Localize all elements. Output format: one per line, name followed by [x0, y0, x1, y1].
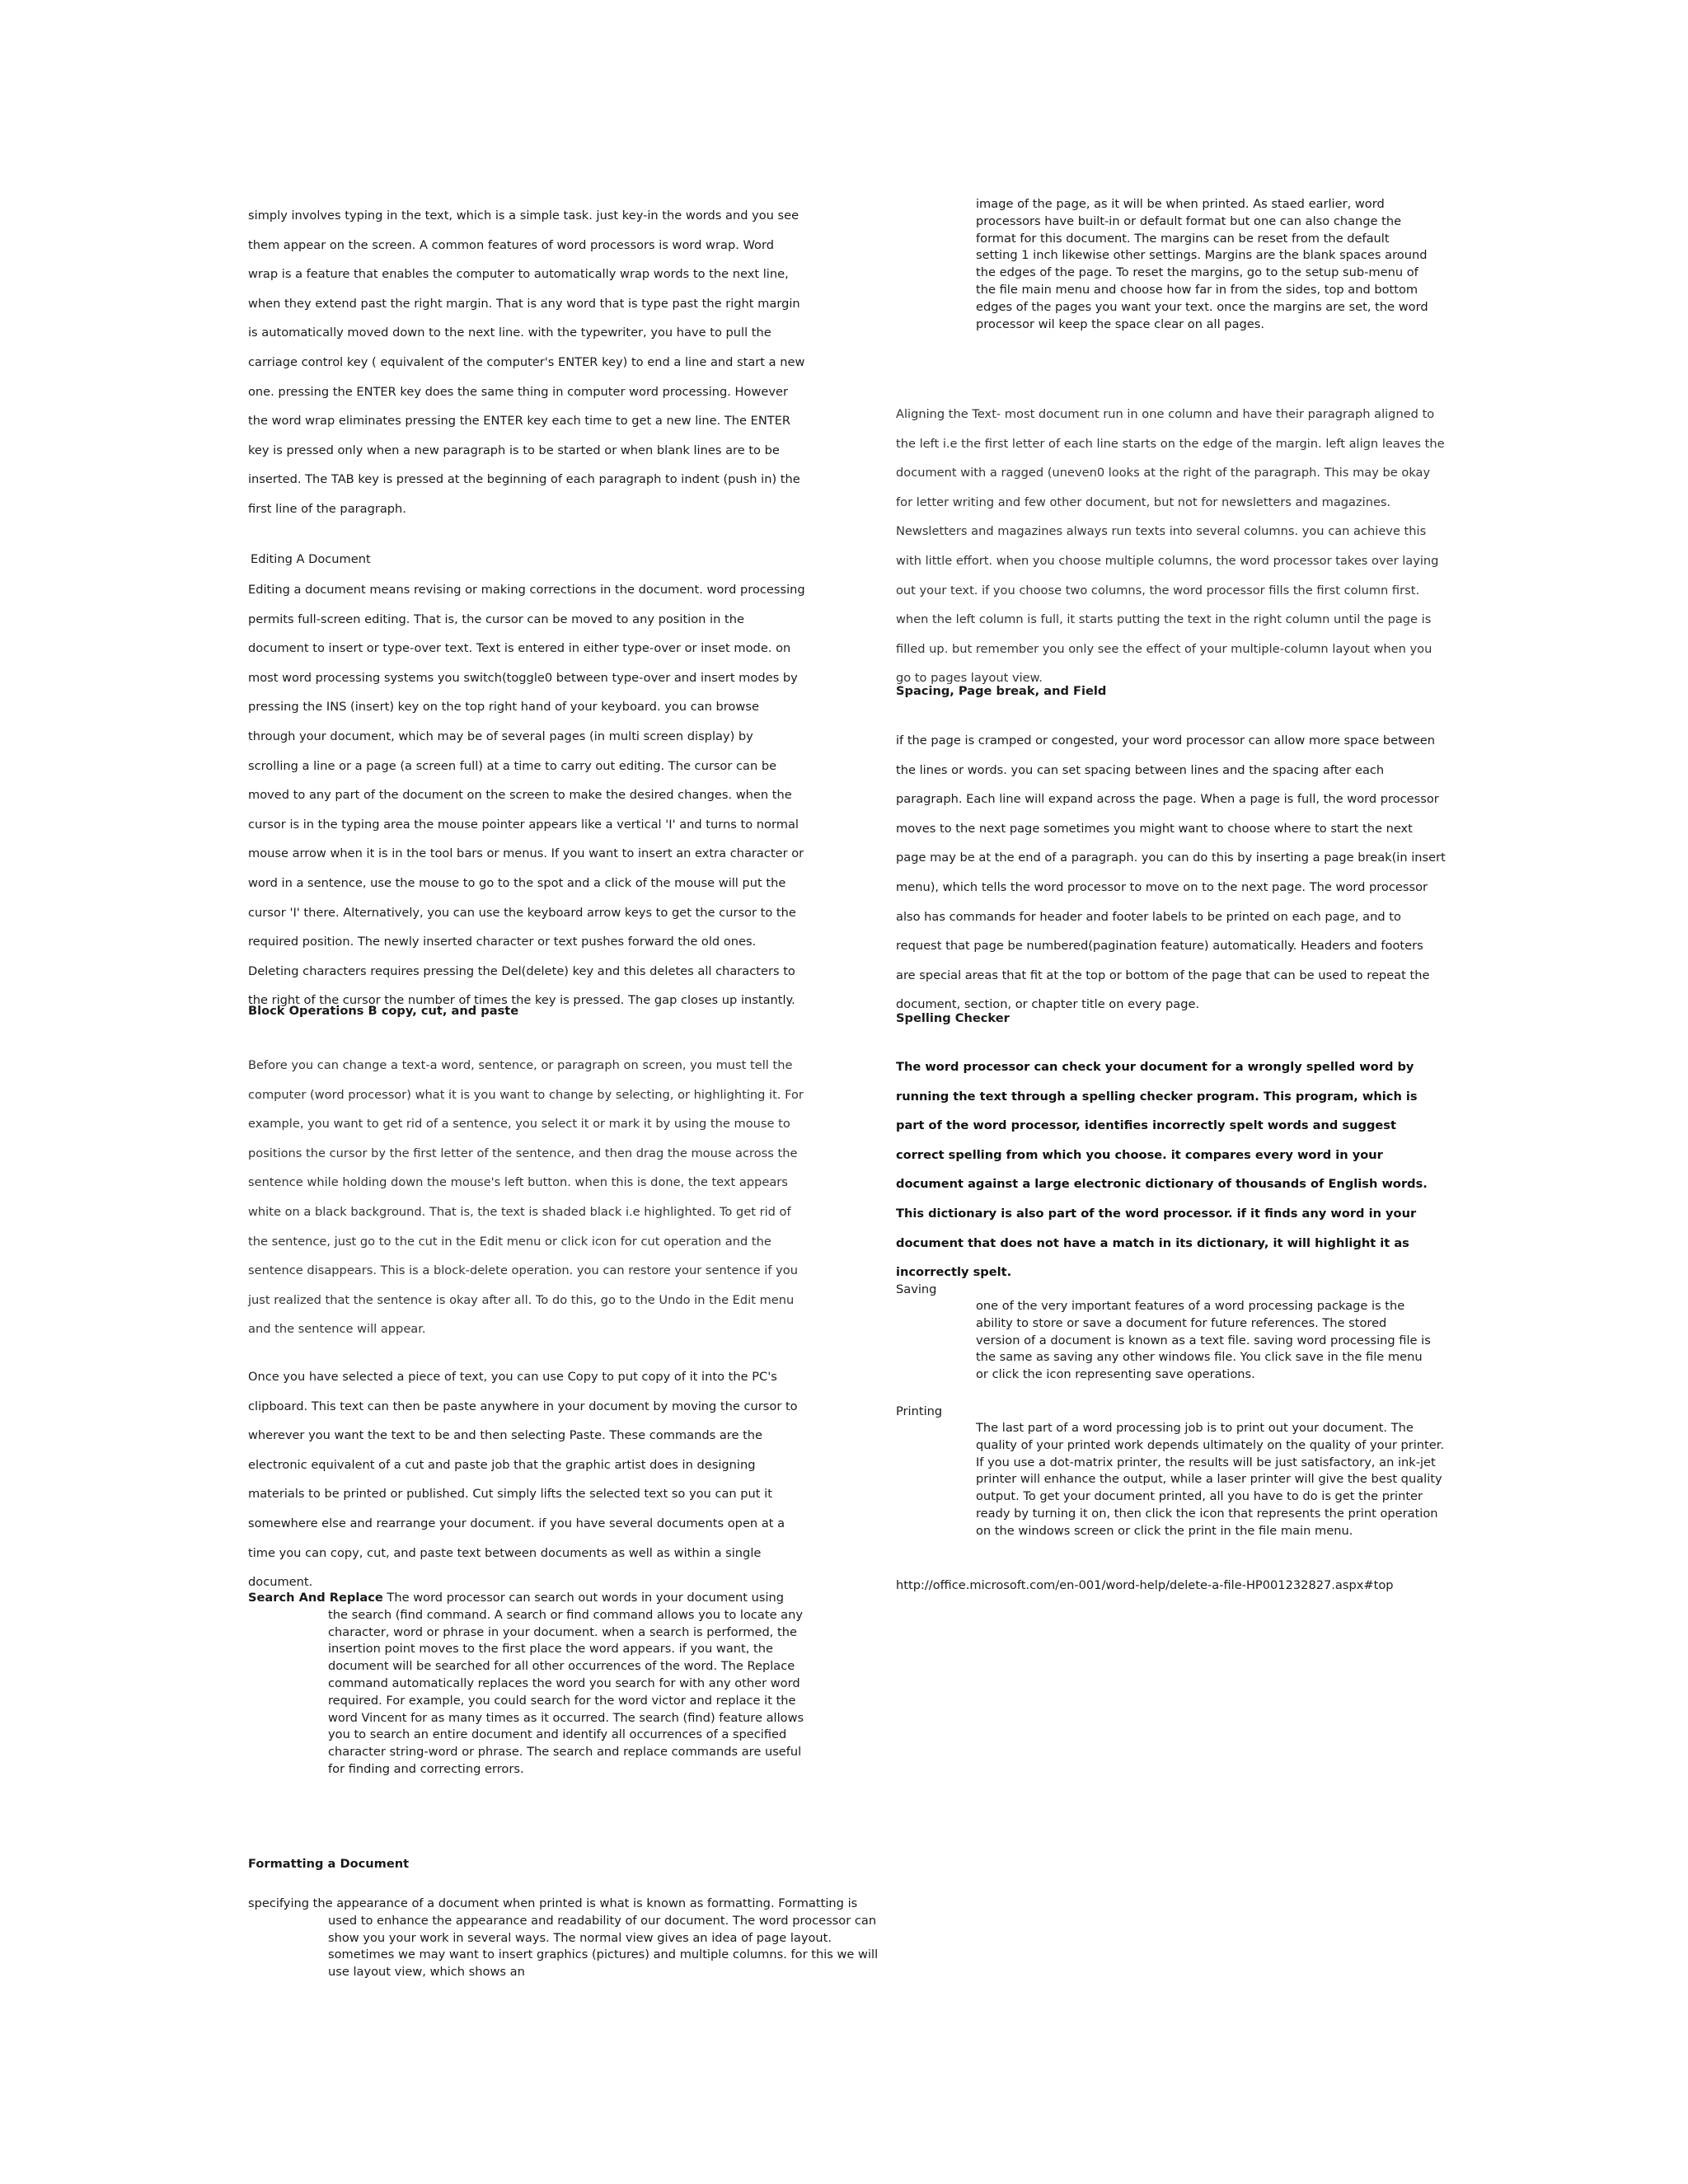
spelling-paragraph: The word processor can check your document for a wrongly spelled word by running the text through a spelling checker program. This program, which is part of the word processor, identifies incorrectly spelt words and suggest correct spelling from which you choose. it compares every word in your document against a large electronic dictionary of thousands of English words. This dictionary is also part of the word processor. if it finds any word in your document that does not have a match in its dictionary, it will highlight it as incorrectly spelt. — [896, 1060, 1428, 1280]
block-paragraph-1: Before you can change a text-a word, sentence, or paragraph on screen, you must tell the computer (word processor) what it is you want to change by selecting, or highlighting it. For example, you want to get rid of a sentence, you select it or mark it by using the mouse to positions the cursor by the first letter of the sentence, and then drag the mouse across the sentence while holding down the mouse's left button. when this is done, the text appears white on a black background. That is, the text is shaded black i.e highlighted. To get rid of the sentence, just go to the cut in the Edit menu or click icon for cut operation and the sentence disappears. This is a block-delete operation. you can restore your sentence if you just realized that the sentence is okay after all. To do this, go to the Undo in the Edit menu and the sentence will appear. — [248, 1058, 804, 1337]
spelling-heading: Spelling Checker — [896, 1011, 1010, 1025]
source-url[interactable]: http://office.microsoft.com/en-001/word-help/delete-a-file-HP001232827.aspx#top — [896, 1578, 1394, 1592]
saving-paragraph: one of the very important features of a word processing package is the ability to store or save a document for future references. The stored version of a document is known as a text file. saving word processing file is the same as saving any other windows file. You click save in the file menu or click the icon representing save operations. — [976, 1299, 1431, 1382]
search-paragraph: The word processor can search out words in your document using the search (find command. A search or find command allows you to locate any character, word or phrase in your document. when a search is performed, the insertion point moves to the first place the word appears. if you want, the document will be searched for all other occurrences of the word. The Replace command automatically replaces the word you search for with any other word required. For example, you could search for the word victor and replace it the word Vincent for as many times as it occurred. The search (find) feature allows you to search an entire document and identify all occurrences of a specified character string-word or phrase. The search and replace commands are useful for finding and correcting errors. — [328, 1591, 804, 1776]
block-paragraph-2: Once you have selected a piece of text, you can use Copy to put copy of it into the PC's clipboard. This text can then be paste anywhere in your document by moving the cursor to wherever you want the text to be and then selecting Paste. These commands are the electronic equivalent of a cut and paste job that the graphic artist does in designing materials to be printed or published. Cut simply lifts the selected text so you can put it somewhere else and rearrange your document. if you have several documents open at a time you can copy, cut, and paste text between documents as well as within a single document. — [248, 1370, 798, 1590]
printing-heading: Printing — [896, 1404, 943, 1418]
layout-continuation-paragraph: image of the page, as it will be when printed. As staed earlier, word processors have built-in or default format but one can also change the format for this document. The margins can be reset from the default setting 1 inch likewise other settings. Margins are the blank spaces around the edges of the page. To reset the margins, go to the setup sub-menu of the file main menu and choose how far in from the sides, top and bottom edges of the pages you want your text. once the margins are set, the word processor wil keep the space clear on all pages. — [976, 197, 1428, 331]
spacing-heading: Spacing, Page break, and Field — [896, 684, 1107, 698]
printing-paragraph: The last part of a word processing job is to print out your document. The quality of your printed work depends ultimately on the quality of your printer. If you use a dot-matrix printer, the results will be just satisfactory, an ink-jet printer will enhance the output, while a laser printer will give the best quality output. To get your document printed, all you have to do is get the printer ready by turning it on, then click the icon that represents the print operation on the windows screen or click the print in the file main menu. — [976, 1421, 1445, 1538]
formatting-paragraph: specifying the appearance of a document when printed is what is known as formatting. Formatting is used to enhance the appearance and readability of our document. The word processor can show you your work in several ways. The normal view gives an idea of page layout. sometimes we may want to insert graphics (pictures) and multiple columns. for this we will use layout view, which shows an — [248, 1896, 879, 1980]
search-section — [248, 1590, 805, 1779]
editing-paragraph: Editing a document means revising or making corrections in the document. word processing permits full-screen editing. That is, the cursor can be moved to any position in the document to insert or type-over text. Text is entered in either type-over or inset mode. on most word processing systems you switch(toggle0 between type-over and insert modes by pressing the INS (insert) key on the top right hand of your keyboard. you can browse through your document, which may be of several pages (in multi screen display) by scrolling a line or a page (a screen full) at a time to carry out editing. The cursor can be moved to any part of the document on the screen to make the desired changes. when the cursor is in the typing area the mouse pointer appears like a vertical 'I' and turns to normal mouse arrow when it is in the tool bars or menus. If you want to insert an extra character or word in a sentence, use the mouse to go to the spot and a click of the mouse will put the cursor 'I' there. Alternatively, you can use the keyboard arrow keys to get the cursor to the required position. The newly inserted character or text pushes forward the old ones. Deleting characters requires pressing the Del(delete) key and this deletes all characters to the right of the cursor the number of times the key is pressed. The gap closes up instantly. — [248, 583, 805, 1008]
aligning-paragraph: Aligning the Text- most document run in one column and have their paragraph aligned to the left i.e the first letter of each line starts on the edge of the margin. left align leaves the document with a ragged (uneven0 looks at the right of the paragraph. This may be okay for letter writing and few other document, but not for newsletters and magazines. Newsletters and magazines always run texts into several columns. you can achieve this with little effort. when you choose multiple columns, the word processor takes over laying out your text. if you choose two columns, the word processor fills the first column first. when the left column is full, it starts putting the text in the right column until the page is filled up. but remember you only see the effect of your multiple-column layout when you go to pages layout view. — [896, 407, 1445, 686]
editing-heading: Editing A Document — [251, 552, 371, 566]
spacing-paragraph: if the page is cramped or congested, your word processor can allow more space between the lines or words. you can set spacing between lines and the spacing after each paragraph. Each line will expand across the page. When a page is full, the word processor moves to the next page sometimes you might want to choose where to start the next page may be at the end of a paragraph. you can do this by inserting a page break(in insert menu), which tells the word processor to move on to the next page. The word processor also has commands for header and footer labels to be printed on each page, and to request that page be numbered(pagination feature) automatically. Headers and footers are special areas that fit at the top or bottom of the page that can be used to repeat the document, section, or chapter title on every page. — [896, 733, 1446, 1012]
block-operations-heading: Block Operations B copy, cut, and paste — [248, 1004, 519, 1018]
formatting-heading: Formatting a Document — [248, 1857, 410, 1871]
saving-heading: Saving — [896, 1282, 937, 1296]
intro-paragraph: simply involves typing in the text, which is a simple task. just key-in the words and you see them appear on the screen. A common features of word processors is word wrap. Word wrap is a feature that enables the computer to automatically wrap words to the next line, when they extend past the right margin. That is any word that is type past the right margin is automatically moved down to the next line. with the typewriter, you have to pull the carriage control key ( equivalent of the computer's ENTER key) to end a line and start a new one. pressing the ENTER key does the same thing in computer word processing. However the word wrap eliminates pressing the ENTER key each time to get a new line. The ENTER key is pressed only when a new paragraph is to be started or when blank lines are to be inserted. The TAB key is pressed at the beginning of each paragraph to indent (push in) the first line of the paragraph. — [248, 209, 805, 516]
search-heading: Search And Replace — [248, 1591, 383, 1605]
